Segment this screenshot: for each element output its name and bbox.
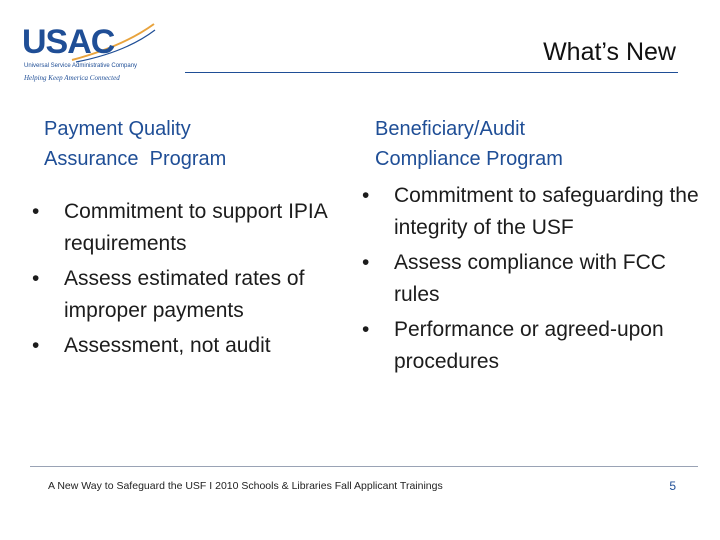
right-column-heading xyxy=(375,114,563,174)
logo-tagline: Helping Keep America Connected xyxy=(24,74,120,82)
left-column-heading xyxy=(44,114,226,174)
slide-title: What’s New xyxy=(543,38,676,66)
logo-subtitle: Universal Service Administrative Company xyxy=(24,63,138,69)
title-underline xyxy=(185,72,678,73)
page-number: 5 xyxy=(669,479,676,493)
right-bullet-3: • Performance or agreed-upon procedures xyxy=(362,314,702,378)
left-bullet-3: • Assessment, not audit xyxy=(32,330,352,362)
left-heading-line-2: Assurance Program xyxy=(44,148,227,170)
left-bullet-list xyxy=(32,196,352,362)
footer-divider xyxy=(30,466,698,467)
right-heading-line-1: Beneficiary/Audit xyxy=(375,118,526,140)
right-bullet-2: • Assess compliance with FCC rules xyxy=(362,247,702,311)
left-heading-line-1: Payment Quality xyxy=(44,118,191,140)
right-bullet-list xyxy=(362,184,702,394)
logo-wordmark: USAC xyxy=(22,23,115,61)
left-bullet-1: • Commitment to support IPIA requirements xyxy=(32,196,352,260)
right-heading-line-2: Compliance Program xyxy=(375,148,563,170)
left-bullet-2: • Assess estimated rates of improper payments xyxy=(32,263,352,327)
footer-text: A New Way to Safeguard the USF I 2010 Schools & Libraries Fall Applicant Trainings xyxy=(48,480,443,492)
usac-logo xyxy=(22,22,157,84)
right-bullet-1: • Commitment to safeguarding the integrity of the USF xyxy=(362,180,702,244)
